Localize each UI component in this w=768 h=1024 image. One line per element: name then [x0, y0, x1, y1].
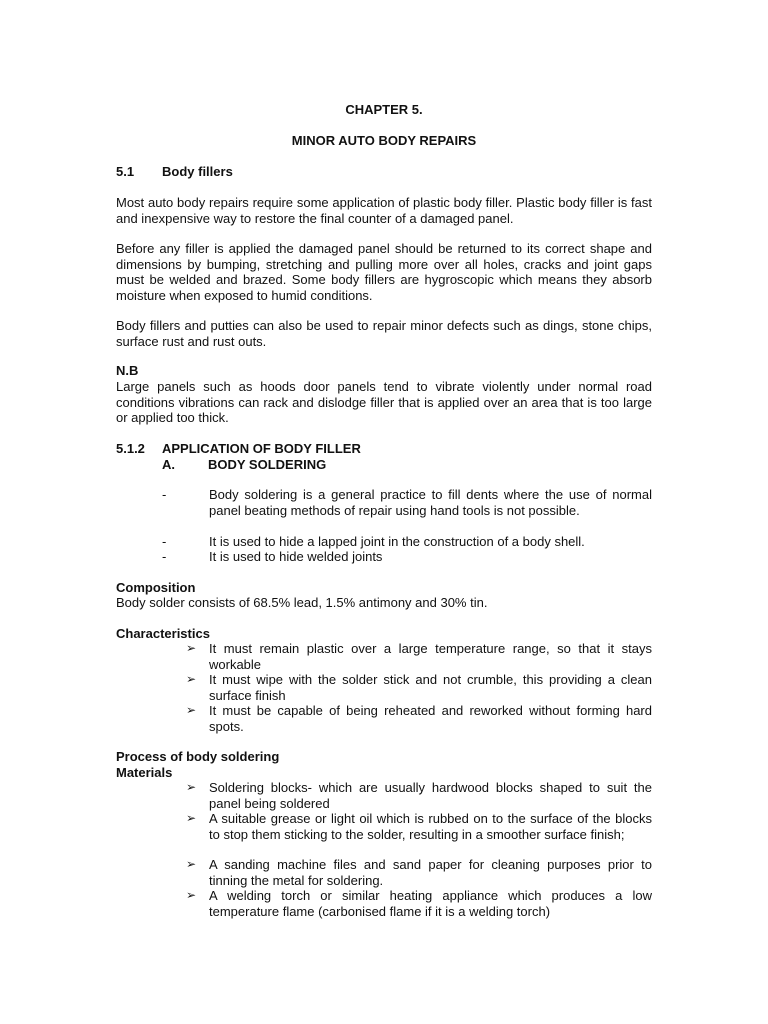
- arrow-bullet-icon: ➢: [186, 703, 197, 717]
- section-5-1-heading: [116, 164, 652, 180]
- list-item-text: A sanding machine files and sand paper for cleaning purposes prior to tinning the metal for soldering.: [209, 857, 652, 888]
- section-title: APPLICATION OF BODY FILLER: [162, 441, 361, 456]
- list-item-text: Soldering blocks- which are usually hardwood blocks shaped to suit the panel being soldered: [209, 780, 652, 811]
- arrow-bullet-icon: ➢: [186, 641, 197, 655]
- list-item-text: A suitable grease or light oil which is rubbed on to the surface of the blocks to stop them sticking to the solder, resulting in a smoother surface finish;: [209, 811, 652, 842]
- section-number: 5.1.2: [116, 441, 145, 456]
- process-heading: Process of body soldering: [116, 749, 280, 764]
- chapter-title: MINOR AUTO BODY REPAIRS: [291, 133, 477, 148]
- section-number: 5.1: [116, 164, 135, 179]
- list-item-text: It must be capable of being reheated and reworked without forming hard spots.: [209, 703, 652, 734]
- arrow-bullet-icon: ➢: [186, 888, 197, 902]
- arrow-bullet-icon: ➢: [186, 672, 197, 686]
- dash-marker: -: [162, 549, 167, 564]
- list-item-text: It is used to hide a lapped joint in the construction of a body shell.: [209, 534, 585, 549]
- arrow-bullet-icon: ➢: [186, 811, 197, 825]
- dash-marker: -: [162, 534, 167, 549]
- arrow-bullet-icon: ➢: [186, 857, 197, 871]
- dash-marker: -: [162, 487, 167, 502]
- composition-text: Body solder consists of 68.5% lead, 1.5% antimony and 30% tin.: [116, 595, 488, 610]
- list-item-text: It must wipe with the solder stick and not crumble, this providing a clean surface finish: [209, 672, 652, 703]
- materials-heading: Materials: [116, 765, 173, 780]
- list-item-text: A welding torch or similar heating appliance which produces a low temperature flame (carbonised flame if it is a welding torch): [209, 888, 652, 919]
- section-title: Body fillers: [162, 164, 233, 179]
- nb-text: Large panels such as hoods door panels tend to vibrate violently under normal road conditions vibrations can rack and dislodge filler that is applied over an area that is too large or applied too thick.: [116, 379, 652, 426]
- nb-label: N.B: [116, 363, 139, 378]
- subsection-title: BODY SOLDERING: [208, 457, 327, 472]
- subsection-letter: A.: [162, 457, 175, 472]
- list-item-text: It must remain plastic over a large temperature range, so that it stays workable: [209, 641, 652, 672]
- list-item-text: Body soldering is a general practice to fill dents where the use of normal panel beating methods of repair using hand tools is not possible.: [209, 487, 652, 518]
- paragraph: Body fillers and putties can also be used to repair minor defects such as dings, stone chips, surface rust and rust outs.: [116, 318, 652, 349]
- chapter-label: CHAPTER 5.: [345, 102, 423, 117]
- composition-heading: Composition: [116, 580, 196, 595]
- paragraph: Most auto body repairs require some application of plastic body filler. Plastic body filler is fast and inexpensive way to restore the final counter of a damaged panel.: [116, 195, 652, 226]
- subsection-heading: [116, 457, 652, 473]
- section-5-1-2-heading: [116, 441, 652, 457]
- paragraph: Before any filler is applied the damaged panel should be returned to its correct shape and dimensions by bumping, stretching and pulling more over all holes, cracks and joint gaps must be welded and brazed. Some body fillers are hygroscopic which means they absorb moisture when exposed to humid conditions.: [116, 241, 652, 303]
- list-item-text: It is used to hide welded joints: [209, 549, 383, 564]
- characteristics-heading: Characteristics: [116, 626, 210, 641]
- arrow-bullet-icon: ➢: [186, 780, 197, 794]
